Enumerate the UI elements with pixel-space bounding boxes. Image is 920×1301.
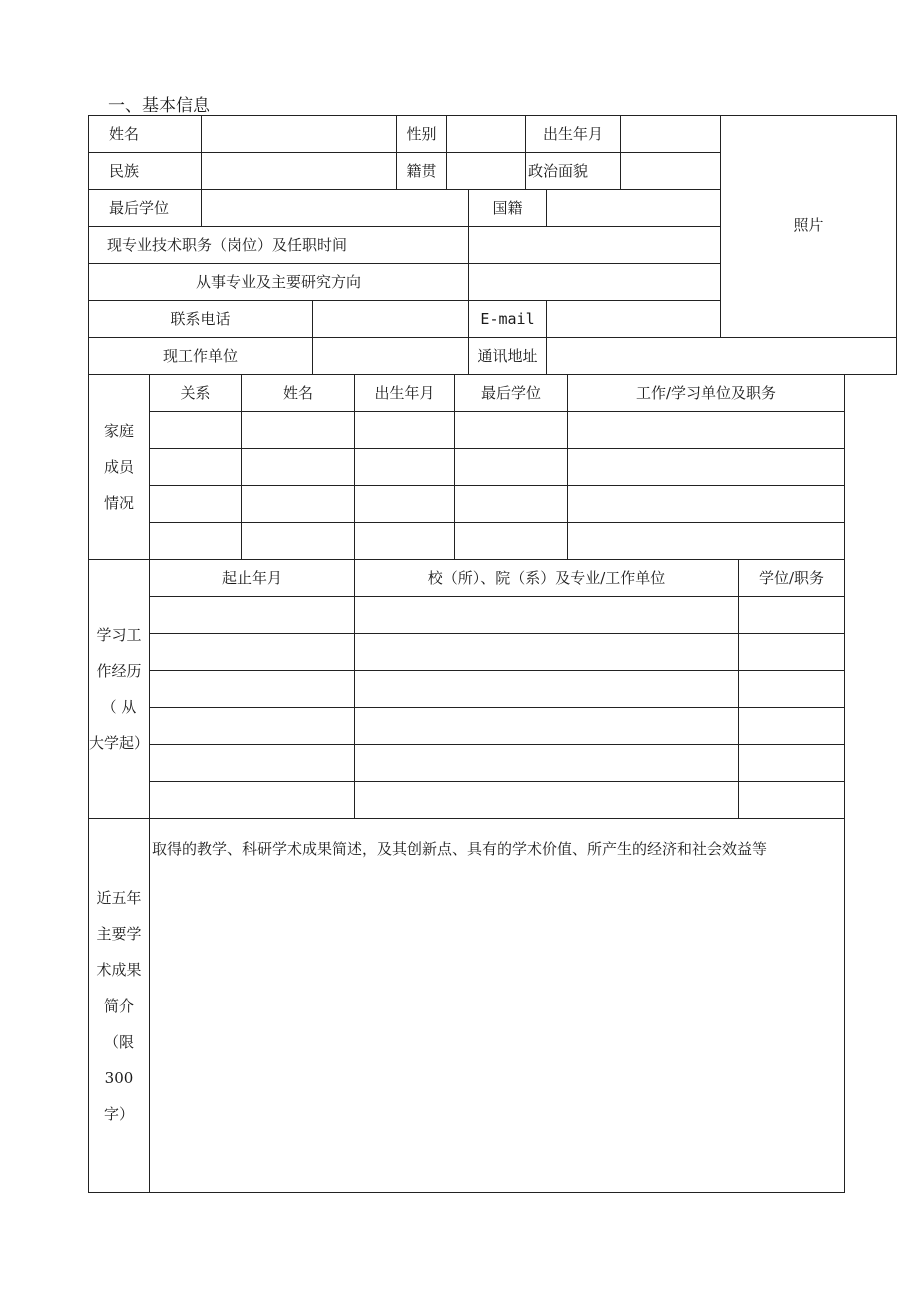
- photo-box[interactable]: 照片: [721, 116, 897, 338]
- political-field[interactable]: [621, 153, 721, 190]
- achievements-prompt: 取得的教学、科研学术成果简述，及其创新点、具有的学术价值、所产生的经济和社会效益等: [152, 840, 768, 858]
- birth-field[interactable]: [621, 116, 721, 153]
- history-side-line-1: 学习工: [96, 626, 142, 644]
- history-cell[interactable]: [355, 782, 739, 819]
- family-cell[interactable]: [242, 523, 355, 560]
- family-table: [88, 374, 845, 560]
- address-label: 通讯地址: [469, 338, 547, 375]
- family-header-relation: 关系: [150, 375, 242, 412]
- family-side-line-2: 成员: [103, 458, 134, 476]
- title-label: 现专业技术职务（岗位）及任职时间: [89, 227, 469, 264]
- family-cell[interactable]: [150, 449, 242, 486]
- history-cell[interactable]: [739, 782, 845, 819]
- basic-info-table: [88, 115, 897, 375]
- gender-field[interactable]: [447, 116, 526, 153]
- family-header-degree: 最后学位: [455, 375, 568, 412]
- history-cell[interactable]: [739, 634, 845, 671]
- history-cell[interactable]: [355, 634, 739, 671]
- history-cell[interactable]: [739, 745, 845, 782]
- ethnicity-label: 民族: [89, 153, 202, 190]
- family-row: [89, 412, 845, 449]
- family-cell[interactable]: [242, 486, 355, 523]
- research-field[interactable]: [469, 264, 721, 301]
- history-side-line-2: 作经历: [96, 662, 142, 680]
- family-cell[interactable]: [455, 412, 568, 449]
- history-row: [89, 782, 845, 819]
- achievements-side-line-1: 近五年: [96, 888, 142, 907]
- history-cell[interactable]: [150, 708, 355, 745]
- family-header-birth: 出生年月: [355, 375, 455, 412]
- degree-label: 最后学位: [89, 190, 202, 227]
- achievements-side-line-2: 主要学: [96, 924, 142, 943]
- name-field[interactable]: [202, 116, 397, 153]
- family-row: [89, 486, 845, 523]
- achievements-side-line-4: 简介: [103, 996, 134, 1015]
- family-cell[interactable]: [568, 449, 845, 486]
- employer-label: 现工作单位: [89, 338, 313, 375]
- family-cell[interactable]: [355, 449, 455, 486]
- history-side-label: [89, 560, 150, 819]
- research-label: 从事专业及主要研究方向: [89, 264, 469, 301]
- family-cell[interactable]: [568, 523, 845, 560]
- history-header-period: 起止年月: [150, 560, 355, 597]
- history-cell[interactable]: [739, 708, 845, 745]
- nationality-label: 国籍: [469, 190, 547, 227]
- phone-label: 联系电话: [89, 301, 313, 338]
- family-side-line-1: 家庭: [103, 422, 134, 440]
- achievements-table: [88, 818, 845, 1193]
- family-side-line-3: 情况: [103, 494, 134, 512]
- achievements-side-label: [89, 819, 150, 1193]
- family-cell[interactable]: [455, 486, 568, 523]
- native-place-label: 籍贯: [397, 153, 447, 190]
- family-cell[interactable]: [242, 412, 355, 449]
- history-row: [89, 634, 845, 671]
- name-label: 姓名: [89, 116, 202, 153]
- title-field[interactable]: [469, 227, 721, 264]
- history-cell[interactable]: [355, 745, 739, 782]
- history-row: [89, 671, 845, 708]
- family-header-name: 姓名: [242, 375, 355, 412]
- history-row: [89, 597, 845, 634]
- history-side-line-4: 大学起）: [89, 734, 150, 752]
- history-cell[interactable]: [739, 671, 845, 708]
- family-cell[interactable]: [355, 523, 455, 560]
- history-row: [89, 745, 845, 782]
- history-row: [89, 708, 845, 745]
- family-row: [89, 449, 845, 486]
- address-field[interactable]: [547, 338, 897, 375]
- achievements-side-line-3: 术成果: [96, 960, 142, 979]
- family-cell[interactable]: [568, 412, 845, 449]
- family-cell[interactable]: [455, 523, 568, 560]
- family-side-label: [89, 375, 150, 560]
- family-cell[interactable]: [568, 486, 845, 523]
- achievements-side-line-7: 字）: [103, 1104, 134, 1123]
- family-row: [89, 523, 845, 560]
- history-table: [88, 559, 845, 819]
- family-cell[interactable]: [455, 449, 568, 486]
- family-cell[interactable]: [150, 412, 242, 449]
- family-header-employer: 工作/学习单位及职务: [568, 375, 845, 412]
- achievements-side-line-5: （限: [103, 1032, 134, 1051]
- email-label: E-mail: [469, 301, 547, 338]
- history-side-line-3: （ 从: [101, 698, 137, 716]
- native-place-field[interactable]: [447, 153, 526, 190]
- history-cell[interactable]: [355, 597, 739, 634]
- history-cell[interactable]: [150, 634, 355, 671]
- phone-field[interactable]: [313, 301, 469, 338]
- degree-field[interactable]: [202, 190, 469, 227]
- email-field[interactable]: [547, 301, 721, 338]
- birth-label: 出生年月: [526, 116, 621, 153]
- family-cell[interactable]: [355, 486, 455, 523]
- history-cell[interactable]: [150, 782, 355, 819]
- ethnicity-field[interactable]: [202, 153, 397, 190]
- nationality-field[interactable]: [547, 190, 721, 227]
- history-cell[interactable]: [150, 597, 355, 634]
- section-title: 一、基本信息: [108, 96, 210, 116]
- history-header-degree: 学位/职务: [739, 560, 845, 597]
- history-cell[interactable]: [739, 597, 845, 634]
- history-cell[interactable]: [355, 708, 739, 745]
- achievements-field[interactable]: [150, 819, 845, 1193]
- history-cell[interactable]: [150, 671, 355, 708]
- gender-label: 性别: [397, 116, 447, 153]
- achievements-side-line-6: 300: [104, 1068, 134, 1087]
- family-cell[interactable]: [242, 449, 355, 486]
- family-cell[interactable]: [150, 486, 242, 523]
- employer-field[interactable]: [313, 338, 469, 375]
- family-cell[interactable]: [150, 523, 242, 560]
- family-cell[interactable]: [355, 412, 455, 449]
- history-cell[interactable]: [355, 671, 739, 708]
- political-label: 政治面貌: [526, 153, 621, 190]
- history-cell[interactable]: [150, 745, 355, 782]
- history-header-institution: 校（所）、院（系）及专业/工作单位: [355, 560, 739, 597]
